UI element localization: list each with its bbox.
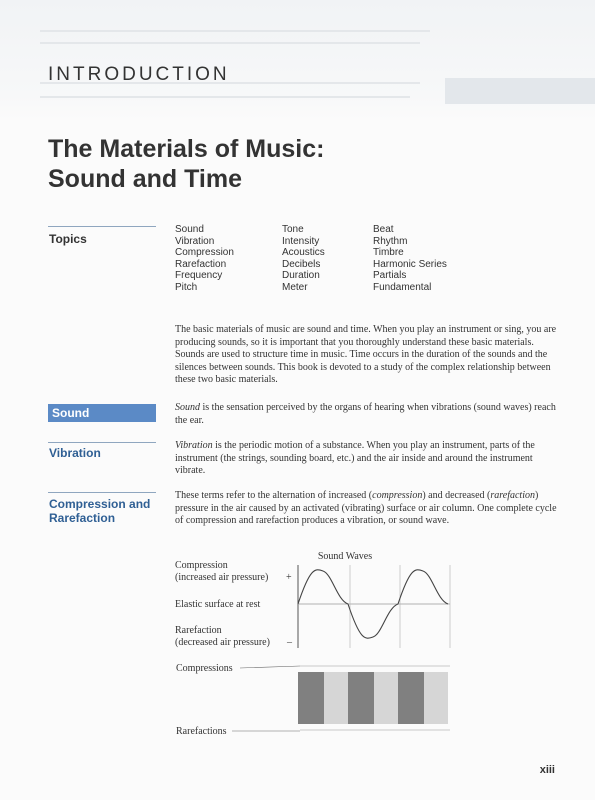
- topic-item: Harmonic Series: [373, 258, 447, 270]
- topic-item: Sound: [175, 224, 204, 235]
- compression-rule: [48, 492, 156, 493]
- compressions-leader: [240, 666, 300, 668]
- compression-term: compression: [372, 490, 423, 501]
- compression-bar: [398, 672, 424, 724]
- title-line-2: Sound and Time: [48, 165, 242, 193]
- compression-text-c: ) pressure in the air caused by an activated (vibrating) surface or air column. One complete cycle of compression and rarefaction produces a vibration, or sound wave.: [175, 490, 557, 527]
- topic-item: Partials: [373, 270, 407, 282]
- bleed-box: [445, 78, 595, 104]
- topic-item: Rhythm: [373, 235, 408, 247]
- topic-item: Acoustics: [282, 247, 325, 259]
- compression-definition: [175, 490, 560, 528]
- topic-item: Tone: [282, 224, 304, 235]
- compression-bar: [348, 672, 374, 724]
- topics-rule: [48, 226, 156, 227]
- bleed-line: [40, 30, 430, 32]
- sound-heading-box: [48, 404, 156, 422]
- topics-column-2: [282, 224, 325, 294]
- bleed-line: [40, 96, 410, 98]
- compressions-label: Compressions: [176, 663, 233, 674]
- topic-item: Decibels: [282, 258, 321, 270]
- vibration-text: is the periodic motion of a substance. When you play an instrument, parts of the instrument (the strings, sounding board, etc.) and the air inside and around the instrument vibrate.: [175, 440, 535, 477]
- rarefaction-term: rarefaction: [490, 490, 535, 501]
- plus-sign: +: [286, 572, 292, 583]
- compression-label-1: Compression: [175, 560, 228, 571]
- chapter-label: INTRODUCTION: [48, 64, 230, 85]
- rarefactions-label: Rarefactions: [176, 726, 227, 737]
- topic-item: Timbre: [373, 247, 404, 259]
- topics-heading: Topics: [49, 232, 87, 246]
- bleed-line: [40, 42, 420, 44]
- topic-item: Vibration: [175, 235, 215, 247]
- topics-column-1: [175, 224, 234, 294]
- sound-term: Sound: [175, 402, 200, 413]
- compression-text-a: These terms refer to the alternation of increased (: [175, 490, 373, 501]
- topic-item: Beat: [373, 224, 394, 235]
- sound-heading: Sound: [52, 406, 90, 420]
- topic-item: Intensity: [282, 235, 320, 247]
- sound-definition: [175, 402, 560, 427]
- compression-heading-line-2: Rarefaction: [49, 511, 116, 525]
- page-number: xiii: [539, 764, 555, 776]
- vibration-definition: [175, 440, 560, 478]
- rarefaction-label-1: Rarefaction: [175, 625, 222, 636]
- topic-item: Pitch: [175, 281, 198, 293]
- rest-label: Elastic surface at rest: [175, 599, 261, 610]
- compression-heading: [49, 497, 150, 525]
- vibration-heading: Vibration: [49, 446, 101, 460]
- topics-column-3: [373, 224, 447, 294]
- minus-sign: –: [287, 637, 292, 648]
- intro-paragraph: The basic materials of music are sound and time. When you play an instrument or sing, you are producing sounds, so it is important that you thoroughly understand these basic materials. Sounds are used to structure time in music. Time occurs in the duration of the sounds and the silences between sounds. This book is devoted to a study of the complex relationship between these two basic materials.: [175, 324, 557, 386]
- figure-title: Sound Waves: [317, 551, 373, 562]
- sound-waves-figure: [170, 548, 470, 748]
- topic-item: Fundamental: [373, 281, 432, 293]
- rarefaction-label-2: (decreased air pressure): [175, 637, 270, 648]
- topic-item: Duration: [282, 270, 320, 282]
- compression-heading-line-1: Compression and: [49, 497, 151, 511]
- compression-text-b: ) and decreased (: [422, 490, 491, 501]
- page-title: [48, 134, 324, 194]
- topic-item: Meter: [282, 281, 308, 293]
- topic-item: Rarefaction: [175, 258, 227, 270]
- vibration-rule: [48, 442, 156, 443]
- title-line-1: The Materials of Music:: [48, 135, 325, 163]
- topic-item: Compression: [175, 247, 234, 259]
- vibration-term: Vibration: [175, 440, 213, 451]
- compression-bar: [298, 672, 324, 724]
- topic-item: Frequency: [175, 270, 223, 282]
- compression-label-2: (increased air pressure): [175, 572, 269, 583]
- sound-text: is the sensation perceived by the organs of hearing when vibrations (sound waves) reach the ear.: [175, 402, 556, 426]
